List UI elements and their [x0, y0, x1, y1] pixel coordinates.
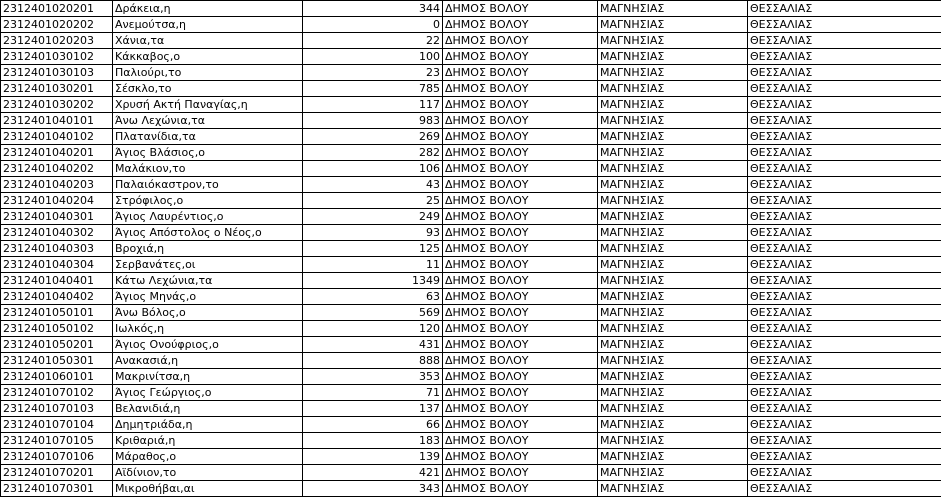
- cell-settlement: Άνω Λεχώνια,τα: [113, 113, 303, 129]
- cell-code: 2312401030201: [1, 81, 113, 97]
- cell-prefecture: ΜΑΓΝΗΣΙΑΣ: [598, 1, 748, 17]
- table-row: [1, 241, 941, 257]
- cell-municipality: ΔΗΜΟΣ ΒΟΛΟΥ: [443, 209, 598, 225]
- cell-population: 93: [303, 225, 443, 241]
- cell-population: 117: [303, 97, 443, 113]
- cell-settlement: Πλατανίδια,τα: [113, 129, 303, 145]
- table-row: [1, 129, 941, 145]
- cell-settlement: Μακρινίτσα,η: [113, 369, 303, 385]
- cell-region: ΘΕΣΣΑΛΙΑΣ: [748, 241, 941, 257]
- cell-region: ΘΕΣΣΑΛΙΑΣ: [748, 113, 941, 129]
- table-row: [1, 161, 941, 177]
- cell-municipality: ΔΗΜΟΣ ΒΟΛΟΥ: [443, 241, 598, 257]
- cell-municipality: ΔΗΜΟΣ ΒΟΛΟΥ: [443, 369, 598, 385]
- cell-region: ΘΕΣΣΑΛΙΑΣ: [748, 385, 941, 401]
- cell-code: 2312401040202: [1, 161, 113, 177]
- cell-population: 63: [303, 289, 443, 305]
- cell-region: ΘΕΣΣΑΛΙΑΣ: [748, 337, 941, 353]
- cell-settlement: Άγιος Βλάσιος,ο: [113, 145, 303, 161]
- table-row: [1, 449, 941, 465]
- cell-settlement: Μικροθήβαι,αι: [113, 481, 303, 497]
- cell-settlement: Παλαιόκαστρον,το: [113, 177, 303, 193]
- cell-population: 25: [303, 193, 443, 209]
- cell-region: ΘΕΣΣΑΛΙΑΣ: [748, 17, 941, 33]
- cell-municipality: ΔΗΜΟΣ ΒΟΛΟΥ: [443, 49, 598, 65]
- cell-municipality: ΔΗΜΟΣ ΒΟΛΟΥ: [443, 433, 598, 449]
- cell-prefecture: ΜΑΓΝΗΣΙΑΣ: [598, 353, 748, 369]
- cell-municipality: ΔΗΜΟΣ ΒΟΛΟΥ: [443, 161, 598, 177]
- table-row: [1, 145, 941, 161]
- cell-settlement: Σερβανάτες,οι: [113, 257, 303, 273]
- cell-population: 282: [303, 145, 443, 161]
- cell-settlement: Άγιος Λαυρέντιος,ο: [113, 209, 303, 225]
- cell-population: 22: [303, 33, 443, 49]
- cell-region: ΘΕΣΣΑΛΙΑΣ: [748, 321, 941, 337]
- cell-prefecture: ΜΑΓΝΗΣΙΑΣ: [598, 321, 748, 337]
- cell-municipality: ΔΗΜΟΣ ΒΟΛΟΥ: [443, 353, 598, 369]
- cell-population: 421: [303, 465, 443, 481]
- cell-municipality: ΔΗΜΟΣ ΒΟΛΟΥ: [443, 449, 598, 465]
- cell-settlement: Χάνια,τα: [113, 33, 303, 49]
- table-row: [1, 1, 941, 17]
- cell-prefecture: ΜΑΓΝΗΣΙΑΣ: [598, 465, 748, 481]
- cell-code: 2312401050101: [1, 305, 113, 321]
- table-row: [1, 97, 941, 113]
- cell-region: ΘΕΣΣΑΛΙΑΣ: [748, 33, 941, 49]
- cell-settlement: Βρoχιά,η: [113, 241, 303, 257]
- cell-prefecture: ΜΑΓΝΗΣΙΑΣ: [598, 433, 748, 449]
- cell-population: 269: [303, 129, 443, 145]
- cell-municipality: ΔΗΜΟΣ ΒΟΛΟΥ: [443, 337, 598, 353]
- cell-settlement: Σέσκλο,το: [113, 81, 303, 97]
- cell-municipality: ΔΗΜΟΣ ΒΟΛΟΥ: [443, 113, 598, 129]
- cell-municipality: ΔΗΜΟΣ ΒΟΛΟΥ: [443, 129, 598, 145]
- cell-region: ΘΕΣΣΑΛΙΑΣ: [748, 433, 941, 449]
- cell-municipality: ΔΗΜΟΣ ΒΟΛΟΥ: [443, 1, 598, 17]
- cell-municipality: ΔΗΜΟΣ ΒΟΛΟΥ: [443, 481, 598, 497]
- cell-region: ΘΕΣΣΑΛΙΑΣ: [748, 305, 941, 321]
- cell-population: 71: [303, 385, 443, 401]
- cell-municipality: ΔΗΜΟΣ ΒΟΛΟΥ: [443, 401, 598, 417]
- cell-settlement: Ανακασιά,η: [113, 353, 303, 369]
- cell-code: 2312401070104: [1, 417, 113, 433]
- cell-settlement: Μαλάκιον,το: [113, 161, 303, 177]
- cell-settlement: Άνω Βόλος,ο: [113, 305, 303, 321]
- cell-settlement: Ανεμούτσα,η: [113, 17, 303, 33]
- cell-population: 137: [303, 401, 443, 417]
- cell-population: 0: [303, 17, 443, 33]
- cell-code: 2312401040302: [1, 225, 113, 241]
- table-row: [1, 33, 941, 49]
- cell-prefecture: ΜΑΓΝΗΣΙΑΣ: [598, 257, 748, 273]
- cell-municipality: ΔΗΜΟΣ ΒΟΛΟΥ: [443, 385, 598, 401]
- cell-prefecture: ΜΑΓΝΗΣΙΑΣ: [598, 417, 748, 433]
- cell-population: 125: [303, 241, 443, 257]
- cell-population: 43: [303, 177, 443, 193]
- cell-population: 100: [303, 49, 443, 65]
- cell-population: 139: [303, 449, 443, 465]
- table-row: [1, 353, 941, 369]
- table-row: [1, 113, 941, 129]
- cell-prefecture: ΜΑΓΝΗΣΙΑΣ: [598, 17, 748, 33]
- cell-population: 249: [303, 209, 443, 225]
- cell-code: 2312401020202: [1, 17, 113, 33]
- cell-prefecture: ΜΑΓΝΗΣΙΑΣ: [598, 177, 748, 193]
- cell-municipality: ΔΗΜΟΣ ΒΟΛΟΥ: [443, 65, 598, 81]
- cell-region: ΘΕΣΣΑΛΙΑΣ: [748, 209, 941, 225]
- cell-prefecture: ΜΑΓΝΗΣΙΑΣ: [598, 241, 748, 257]
- cell-settlement: Κριθαριά,η: [113, 433, 303, 449]
- cell-region: ΘΕΣΣΑΛΙΑΣ: [748, 65, 941, 81]
- table-row: [1, 465, 941, 481]
- table-row: [1, 17, 941, 33]
- cell-code: 2312401040101: [1, 113, 113, 129]
- cell-municipality: ΔΗΜΟΣ ΒΟΛΟΥ: [443, 465, 598, 481]
- cell-region: ΘΕΣΣΑΛΙΑΣ: [748, 177, 941, 193]
- cell-code: 2312401030103: [1, 65, 113, 81]
- cell-region: ΘΕΣΣΑΛΙΑΣ: [748, 193, 941, 209]
- cell-code: 2312401070201: [1, 465, 113, 481]
- cell-prefecture: ΜΑΓΝΗΣΙΑΣ: [598, 193, 748, 209]
- cell-code: 2312401060101: [1, 369, 113, 385]
- cell-prefecture: ΜΑΓΝΗΣΙΑΣ: [598, 273, 748, 289]
- cell-settlement: Κάκκαβος,ο: [113, 49, 303, 65]
- cell-code: 2312401040304: [1, 257, 113, 273]
- cell-settlement: Δημητριάδα,η: [113, 417, 303, 433]
- cell-settlement: Μάραθος,ο: [113, 449, 303, 465]
- cell-prefecture: ΜΑΓΝΗΣΙΑΣ: [598, 305, 748, 321]
- cell-municipality: ΔΗΜΟΣ ΒΟΛΟΥ: [443, 17, 598, 33]
- cell-municipality: ΔΗΜΟΣ ΒΟΛΟΥ: [443, 273, 598, 289]
- cell-region: ΘΕΣΣΑΛΙΑΣ: [748, 161, 941, 177]
- cell-code: 2312401020201: [1, 1, 113, 17]
- cell-municipality: ΔΗΜΟΣ ΒΟΛΟΥ: [443, 193, 598, 209]
- table-row: [1, 305, 941, 321]
- cell-region: ΘΕΣΣΑΛΙΑΣ: [748, 49, 941, 65]
- table-body: [1, 1, 941, 497]
- table-row: [1, 49, 941, 65]
- cell-region: ΘΕΣΣΑΛΙΑΣ: [748, 353, 941, 369]
- cell-population: 344: [303, 1, 443, 17]
- cell-population: 785: [303, 81, 443, 97]
- cell-prefecture: ΜΑΓΝΗΣΙΑΣ: [598, 449, 748, 465]
- cell-region: ΘΕΣΣΑΛΙΑΣ: [748, 97, 941, 113]
- cell-settlement: Άγιος Μηνάς,ο: [113, 289, 303, 305]
- cell-prefecture: ΜΑΓΝΗΣΙΑΣ: [598, 369, 748, 385]
- cell-settlement: Στρόφιλος,ο: [113, 193, 303, 209]
- cell-region: ΘΕΣΣΑΛΙΑΣ: [748, 145, 941, 161]
- cell-settlement: Βελανιδιά,η: [113, 401, 303, 417]
- cell-population: 120: [303, 321, 443, 337]
- cell-code: 2312401040303: [1, 241, 113, 257]
- table-row: [1, 273, 941, 289]
- cell-prefecture: ΜΑΓΝΗΣΙΑΣ: [598, 65, 748, 81]
- table-row: [1, 177, 941, 193]
- cell-population: 353: [303, 369, 443, 385]
- cell-prefecture: ΜΑΓΝΗΣΙΑΣ: [598, 145, 748, 161]
- cell-prefecture: ΜΑΓΝΗΣΙΑΣ: [598, 225, 748, 241]
- cell-code: 2312401040204: [1, 193, 113, 209]
- cell-prefecture: ΜΑΓΝΗΣΙΑΣ: [598, 113, 748, 129]
- cell-region: ΘΕΣΣΑΛΙΑΣ: [748, 465, 941, 481]
- cell-code: 2312401040301: [1, 209, 113, 225]
- cell-code: 2312401070102: [1, 385, 113, 401]
- cell-municipality: ΔΗΜΟΣ ΒΟΛΟΥ: [443, 33, 598, 49]
- cell-code: 2312401040401: [1, 273, 113, 289]
- cell-population: 66: [303, 417, 443, 433]
- cell-region: ΘΕΣΣΑΛΙΑΣ: [748, 257, 941, 273]
- cell-municipality: ΔΗΜΟΣ ΒΟΛΟΥ: [443, 257, 598, 273]
- cell-settlement: Δράκεια,η: [113, 1, 303, 17]
- cell-settlement: Άγιος Γεώργιος,ο: [113, 385, 303, 401]
- cell-municipality: ΔΗΜΟΣ ΒΟΛΟΥ: [443, 305, 598, 321]
- table-row: [1, 225, 941, 241]
- cell-population: 888: [303, 353, 443, 369]
- cell-code: 2312401030202: [1, 97, 113, 113]
- table-row: [1, 337, 941, 353]
- cell-code: 2312401070106: [1, 449, 113, 465]
- cell-prefecture: ΜΑΓΝΗΣΙΑΣ: [598, 161, 748, 177]
- cell-settlement: Αϊδίνιον,το: [113, 465, 303, 481]
- cell-prefecture: ΜΑΓΝΗΣΙΑΣ: [598, 401, 748, 417]
- cell-region: ΘΕΣΣΑΛΙΑΣ: [748, 481, 941, 497]
- table-row: [1, 193, 941, 209]
- cell-municipality: ΔΗΜΟΣ ΒΟΛΟΥ: [443, 177, 598, 193]
- cell-prefecture: ΜΑΓΝΗΣΙΑΣ: [598, 81, 748, 97]
- cell-prefecture: ΜΑΓΝΗΣΙΑΣ: [598, 481, 748, 497]
- cell-region: ΘΕΣΣΑΛΙΑΣ: [748, 289, 941, 305]
- cell-population: 183: [303, 433, 443, 449]
- table-row: [1, 321, 941, 337]
- cell-municipality: ΔΗΜΟΣ ΒΟΛΟΥ: [443, 289, 598, 305]
- table-row: [1, 385, 941, 401]
- cell-code: 2312401050201: [1, 337, 113, 353]
- cell-population: 11: [303, 257, 443, 273]
- cell-municipality: ΔΗΜΟΣ ΒΟΛΟΥ: [443, 321, 598, 337]
- cell-population: 1349: [303, 273, 443, 289]
- cell-region: ΘΕΣΣΑΛΙΑΣ: [748, 225, 941, 241]
- cell-region: ΘΕΣΣΑΛΙΑΣ: [748, 401, 941, 417]
- table-row: [1, 433, 941, 449]
- cell-settlement: Ιωλκός,η: [113, 321, 303, 337]
- cell-code: 2312401040203: [1, 177, 113, 193]
- cell-municipality: ΔΗΜΟΣ ΒΟΛΟΥ: [443, 145, 598, 161]
- cell-municipality: ΔΗΜΟΣ ΒΟΛΟΥ: [443, 81, 598, 97]
- table-row: [1, 417, 941, 433]
- cell-region: ΘΕΣΣΑΛΙΑΣ: [748, 369, 941, 385]
- cell-region: ΘΕΣΣΑΛΙΑΣ: [748, 417, 941, 433]
- cell-settlement: Χρυσή Ακτή Παναγίας,η: [113, 97, 303, 113]
- cell-population: 569: [303, 305, 443, 321]
- cell-code: 2312401050301: [1, 353, 113, 369]
- table-row: [1, 209, 941, 225]
- cell-code: 2312401070301: [1, 481, 113, 497]
- cell-prefecture: ΜΑΓΝΗΣΙΑΣ: [598, 49, 748, 65]
- cell-settlement: Άγιος Ονούφριος,ο: [113, 337, 303, 353]
- cell-population: 23: [303, 65, 443, 81]
- cell-code: 2312401020203: [1, 33, 113, 49]
- cell-code: 2312401040102: [1, 129, 113, 145]
- cell-population: 983: [303, 113, 443, 129]
- cell-code: 2312401050102: [1, 321, 113, 337]
- cell-municipality: ΔΗΜΟΣ ΒΟΛΟΥ: [443, 417, 598, 433]
- table-row: [1, 401, 941, 417]
- cell-prefecture: ΜΑΓΝΗΣΙΑΣ: [598, 337, 748, 353]
- cell-prefecture: ΜΑΓΝΗΣΙΑΣ: [598, 129, 748, 145]
- cell-region: ΘΕΣΣΑΛΙΑΣ: [748, 449, 941, 465]
- cell-region: ΘΕΣΣΑΛΙΑΣ: [748, 1, 941, 17]
- cell-municipality: ΔΗΜΟΣ ΒΟΛΟΥ: [443, 97, 598, 113]
- cell-settlement: Κάτω Λεχώνια,τα: [113, 273, 303, 289]
- table-row: [1, 289, 941, 305]
- cell-prefecture: ΜΑΓΝΗΣΙΑΣ: [598, 289, 748, 305]
- table-row: [1, 65, 941, 81]
- table-row: [1, 257, 941, 273]
- cell-settlement: Παλιούρι,το: [113, 65, 303, 81]
- cell-population: 106: [303, 161, 443, 177]
- cell-region: ΘΕΣΣΑΛΙΑΣ: [748, 129, 941, 145]
- cell-code: 2312401040201: [1, 145, 113, 161]
- cell-prefecture: ΜΑΓΝΗΣΙΑΣ: [598, 209, 748, 225]
- table-row: [1, 369, 941, 385]
- cell-prefecture: ΜΑΓΝΗΣΙΑΣ: [598, 33, 748, 49]
- cell-population: 343: [303, 481, 443, 497]
- cell-prefecture: ΜΑΓΝΗΣΙΑΣ: [598, 385, 748, 401]
- cell-population: 431: [303, 337, 443, 353]
- cell-settlement: Άγιος Απόστολος ο Νέος,ο: [113, 225, 303, 241]
- cell-municipality: ΔΗΜΟΣ ΒΟΛΟΥ: [443, 225, 598, 241]
- cell-code: 2312401070105: [1, 433, 113, 449]
- cell-code: 2312401070103: [1, 401, 113, 417]
- cell-region: ΘΕΣΣΑΛΙΑΣ: [748, 273, 941, 289]
- table-row: [1, 81, 941, 97]
- cell-code: 2312401030102: [1, 49, 113, 65]
- cell-prefecture: ΜΑΓΝΗΣΙΑΣ: [598, 97, 748, 113]
- cell-code: 2312401040402: [1, 289, 113, 305]
- cell-region: ΘΕΣΣΑΛΙΑΣ: [748, 81, 941, 97]
